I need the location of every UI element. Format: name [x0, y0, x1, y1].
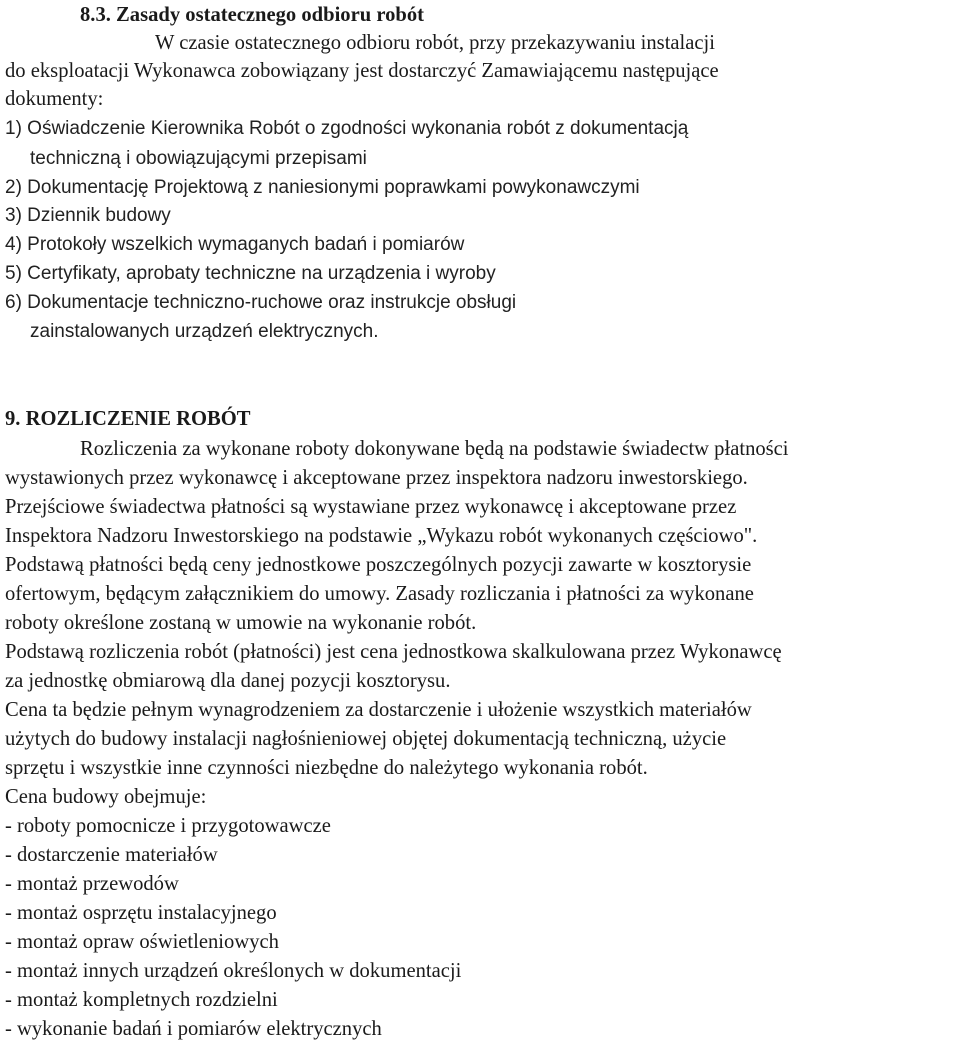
paragraph-line-7: roboty określone zostaną w umowie na wykonanie robót. [5, 612, 477, 634]
paragraph-line-10: Cena ta będzie pełnym wynagrodzeniem za dostarczenie i ułożenie wszystkich materiałów [5, 699, 752, 721]
price-item-4: - montaż osprzętu instalacyjnego [5, 902, 277, 924]
list-item-3: 3) Dziennik budowy [5, 205, 171, 226]
paragraph-line-6: ofertowym, będącym załącznikiem do umowy. Zasady rozliczania i płatności za wykonane [5, 583, 754, 605]
section-heading-8-3: 8.3. Zasady ostatecznego odbioru robót [80, 4, 424, 26]
list-item-6: 6) Dokumentacje techniczno-ruchowe oraz instrukcje obsługi [5, 292, 517, 313]
paragraph-line-8: Podstawą rozliczenia robót (płatności) jest cena jednostkowa skalkulowana przez Wykonawcę [5, 641, 782, 663]
paragraph-line-9: za jednostkę obmiarową dla danej pozycji kosztorysu. [5, 670, 451, 692]
paragraph-line-1: Rozliczenia za wykonane roboty dokonywane będą na podstawie świadectw płatności [80, 438, 789, 460]
price-item-2: - dostarczenie materiałów [5, 844, 218, 866]
price-item-8: - wykonanie badań i pomiarów elektrycznych [5, 1018, 382, 1040]
paragraph-line-3: Przejściowe świadectwa płatności są wystawiane przez wykonawcę i akceptowane przez [5, 496, 737, 518]
price-item-7: - montaż kompletnych rozdzielni [5, 989, 278, 1011]
paragraph-line-4: Inspektora Nadzoru Inwestorskiego na podstawie „Wykazu robót wykonanych częściowo". [5, 525, 758, 547]
price-item-6: - montaż innych urządzeń określonych w dokumentacji [5, 960, 462, 982]
paragraph-line-12: sprzętu i wszystkie inne czynności niezbędne do należytego wykonania robót. [5, 757, 648, 779]
paragraph-line-11: użytych do budowy instalacji nagłośnieniowej objętej dokumentacją techniczną, użycie [5, 728, 727, 750]
list-item-1-cont: techniczną i obowiązującymi przepisami [30, 148, 367, 169]
paragraph-line-5: Podstawą płatności będą ceny jednostkowe poszczególnych pozycji zawarte w kosztorysie [5, 554, 752, 576]
intro-line-1: W czasie ostatecznego odbioru robót, przy przekazywaniu instalacji [155, 32, 716, 54]
list-item-6-cont: zainstalowanych urządzeń elektrycznych. [30, 321, 379, 342]
price-includes-label: Cena budowy obejmuje: [5, 786, 207, 808]
list-item-2: 2) Dokumentację Projektową z naniesionymi poprawkami powykonawczymi [5, 177, 640, 198]
intro-line-3: dokumenty: [5, 88, 104, 110]
list-item-1: 1) Oświadczenie Kierownika Robót o zgodności wykonania robót z dokumentacją [5, 118, 689, 139]
intro-line-2: do eksploatacji Wykonawca zobowiązany jest dostarczyć Zamawiającemu następujące [5, 60, 719, 82]
price-item-5: - montaż opraw oświetleniowych [5, 931, 279, 953]
price-item-1: - roboty pomocnicze i przygotowawcze [5, 815, 331, 837]
price-item-3: - montaż przewodów [5, 873, 179, 895]
paragraph-line-2: wystawionych przez wykonawcę i akceptowane przez inspektora nadzoru inwestorskiego. [5, 467, 748, 489]
section-heading-9: 9. ROZLICZENIE ROBÓT [5, 408, 251, 430]
list-item-4: 4) Protokoły wszelkich wymaganych badań i pomiarów [5, 234, 465, 255]
list-item-5: 5) Certyfikaty, aprobaty techniczne na urządzenia i wyroby [5, 263, 496, 284]
